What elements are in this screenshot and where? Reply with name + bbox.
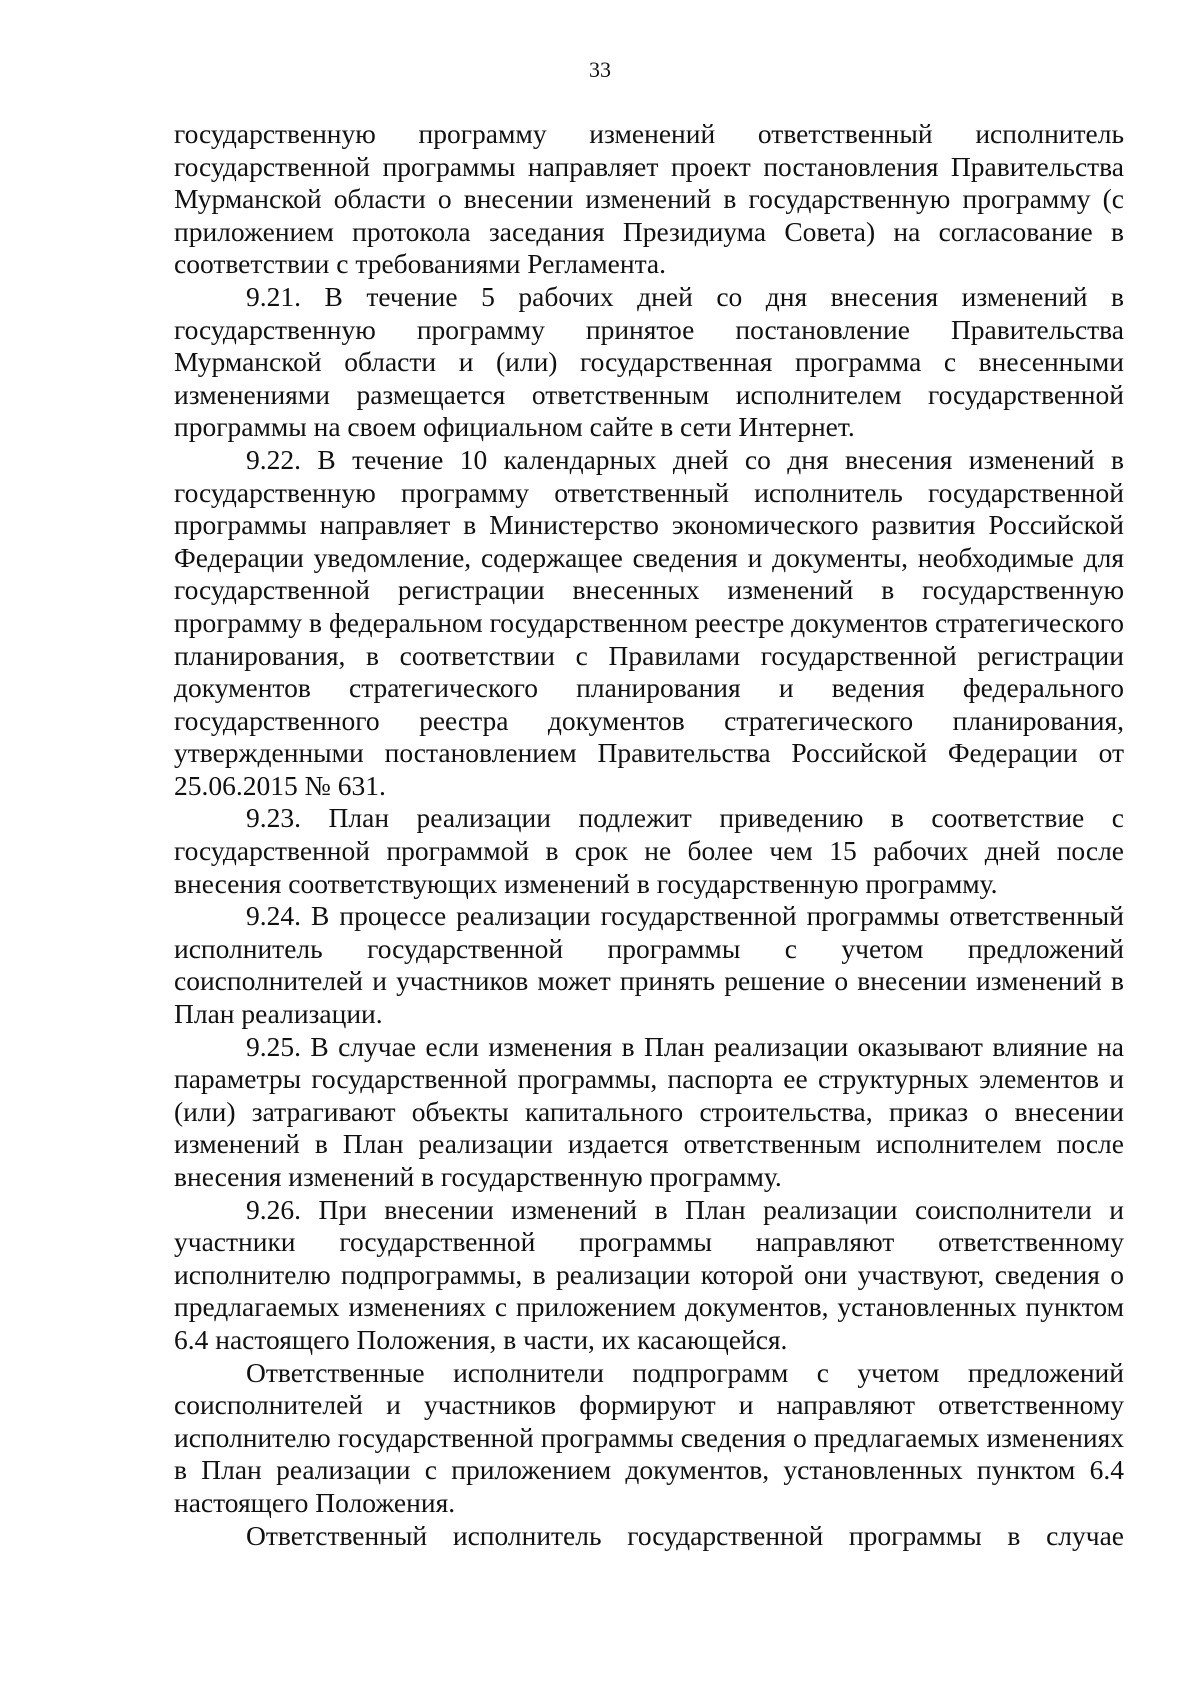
paragraph-9-23: 9.23. План реализации подлежит приведению в соответствие с государственной программой в срок не более чем 15 рабочих дней после внесения соответствующих изменений в государственную программу. — [174, 802, 1124, 899]
paragraph-9-21: 9.21. В течение 5 рабочих дней со дня внесения изменений в государственную программу принятое постановление Правительства Мурманской области и (или) государственная программа с внесенными изменениями размещается ответственным исполнителем государственной программы на своем официальном сайте в сети Интернет. — [174, 280, 1124, 443]
page-number: 33 — [589, 57, 611, 82]
paragraph-subprogram-executors: Ответственные исполнители подпрограмм с учетом предложений соисполнителей и участников формируют и направляют ответственному исполнителю государственной программы сведения о предлагаемых изменениях в План реализации с приложением документов, установленных пунктом 6.4 настоящего Положения. — [174, 1356, 1124, 1518]
document-body — [174, 118, 1124, 1552]
paragraph-responsible-executor: Ответственный исполнитель государственной программы в случае — [246, 1519, 1124, 1551]
paragraph-9-26: 9.26. При внесении изменений в План реализации соисполнители и участники государственной программы направляют ответственному исполнителю подпрограммы, в реализации которой они участвуют, сведения о предлагаемых изменениях с приложением документов, установленных пунктом 6.4 настоящего Положения, в части, их касающейся. — [174, 1193, 1124, 1355]
paragraph-9-22: 9.22. В течение 10 календарных дней со дня внесения изменений в государственную программу ответственный исполнитель государственной программы направляет в Министерство экономического развития Российской Федерации уведомление, содержащее сведения и документы, необходимые для государственной регистрации внесенных изменений в государственную программу в федеральном государственном реестре документов стратегического планирования, в соответствии с Правилами государственной регистрации документов стратегического планирования и ведения федерального государственного реестра документов стратегического планирования, утвержденными постановлением Правительства Российской Федерации от 25.06.2015 № 631. — [174, 443, 1124, 801]
paragraph-9-25: 9.25. В случае если изменения в План реализации оказывают влияние на параметры государственной программы, паспорта ее структурных элементов и (или) затрагивают объекты капитального строительства, приказ о внесении изменений в План реализации издается ответственным исполнителем после внесения изменений в государственную программу. — [174, 1030, 1124, 1192]
paragraph-continuation: государственную программу изменений ответственный исполнитель государственной программы направляет проект постановления Правительства Мурманской области о внесении изменений в государственную программу (с приложением протокола заседания Президиума Совета) на согласование в соответствии с требованиями Регламента. — [174, 118, 1124, 280]
paragraph-9-24: 9.24. В процессе реализации государственной программы ответственный исполнитель государственной программы с учетом предложений соисполнителей и участников может принять решение о внесении изменений в План реализации. — [174, 900, 1124, 1030]
